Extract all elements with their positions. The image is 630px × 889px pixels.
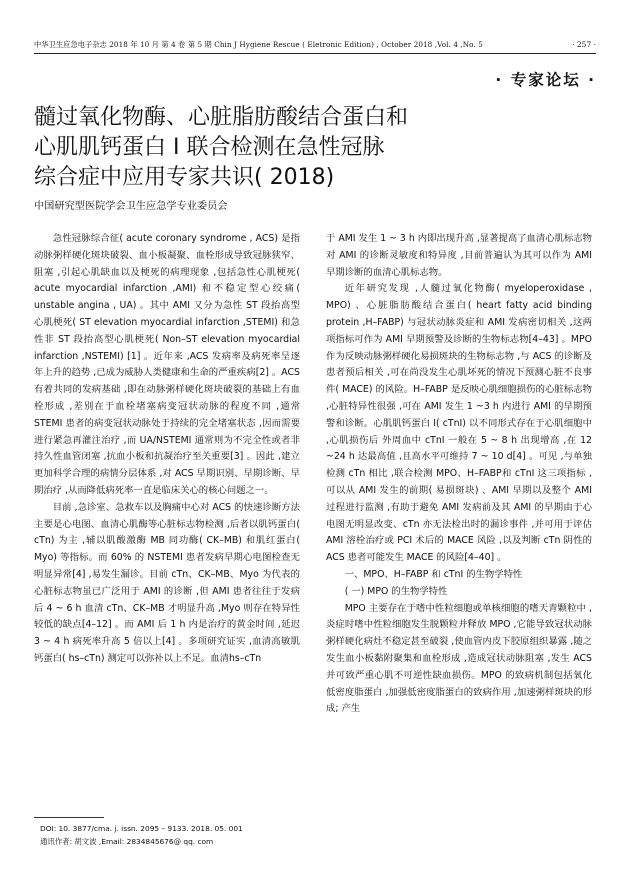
article-title <box>34 103 574 193</box>
journal-header: 中华卫生应急电子杂志 2018 年 10 月 第 4 卷 第 5 期 Chin J Hygiene Rescue ( Eletronic Edition) , October 2018 ,Vol. 4 ,No. 5 <box>34 40 483 49</box>
header-rule <box>34 53 596 54</box>
footnote-rule <box>34 817 104 818</box>
title-line: 综合症中应用专家共识( 2018) <box>34 165 335 190</box>
right-column <box>326 231 592 718</box>
title-line: 髓过氧化物酶、心脏脂肪酸结合蛋白和 <box>34 105 409 130</box>
page-number: · 257 · <box>572 40 596 49</box>
body-paragraph: 近年研究发现 ,人髓过氧化物酶( myeloperoxidase , MPO) 、心脏脂肪酸结合蛋白( heart fatty acid binding protein ,H–FABP) 与冠状动脉炎症和 AMI 发病密切相关 ,这两项指标可作为 AMI 早期预警及诊断的生物标志物[4–43] 。MPO 作为反映动脉粥样硬化易损斑块的生物标志物 ,与 ACS 的诊断及患者预后相关 ,可在尚没发生心肌坏死的情况下预测心脏不良事件( MACE) 的风险。H–FABP 是反映心肌细胞损伤的心脏标志物 ,心脏特异性很强 ,可在 AMI 发生 1 ~3 h 内进行 AMI 的早期预警和诊断。心肌肌钙蛋白 I( cTnI) 以不同形式存在于心肌细胞中 ,心肌损伤后 外周血中 cTnI 一般在 5 ~ 8 h 出现增高 ,在 12 ~24 h 达最高值 ,且高水平可维持 7 ~ 10 d[4] 。可见 ,与单独检测 cTn 相比 ,联合检测 MPO、H–FABP和 cTnI 这三项指标 ,可以从 AMI 发生的前期( 易损斑块) 、AMI 早期以及整个 AMI 过程进行监测 ,有助于避免 AMI 发病前及其 AMI 的早期由于心电图无明显改变、cTn 亦无法检出时的漏诊事件 ,并可用于评估 AMI 溶栓治疗或 PCI 术后的 MACE 风险 ,以及判断 cTn 阴性的 ACS 患者可能发生 MACE 的风险[4–40] 。 <box>326 283 592 564</box>
body-paragraph: 目前 ,急诊室、急救车以及胸痛中心对 ACS 的快速诊断方法主要是心电图、血清心肌酶等心脏标志物检测 ,后者以肌钙蛋白( cTn) 为主 ,辅以肌酸激酶 MB 同功酶( CK–MB) 和肌红蛋白( Myo) 等指标。而 60% 的 NSTEMI 患者发病早期心电图检查无明显异常[4] ,易发生漏诊。目前 cTn、CK–MB、Myo 为代表的心脏标志物虽已广泛用于 AMI 的诊断 ,但 AMI 患者往往于发病后 4 ~ 6 h 血清 cTn、CK–MB 才明显升高 ,Myo 则存在特异性较低的缺点[4–12] 。而 AMI 后 1 h 内是治疗的黄金时间 ,延迟 3 ~ 4 h 病死率升高 5 倍以上[4] 。多项研究证实 ,血清高敏肌钙蛋白( hs–cTn) 测定可以弥补以上不足。血清hs–cTn <box>34 501 300 664</box>
title-line: 心肌肌钙蛋白 I 联合检测在急性冠脉 <box>34 135 385 160</box>
author-footnote: 通讯作者: 胡文波 ,Email: 2834845676@ qq. com <box>40 837 214 846</box>
left-column <box>34 231 300 668</box>
section-tag: · 专家论坛 · <box>495 71 596 89</box>
doi-footnote: DOI: 10. 3877/cma. j. issn. 2095 – 9133. 2018. 05. 001 <box>40 824 243 833</box>
body-paragraph: MPO 主要存在于嗜中性粒细胞或单核细胞的嗜天青颗粒中 ,炎症时嗜中性粒细胞发生脱颗粒并释放 MPO ,它能导致冠状动脉粥样硬化病灶不稳定甚至破裂 ,使血管内皮下胶原组织暴露 ,随之发生血小板黏附聚集和血栓形成 ,造成冠状动脉阻塞 ,发生 ACS 并可致严重心肌不可逆性缺血损伤。MPO 的致病机制包括氧化低密度脂蛋白 ,加强低密度脂蛋白的致病作用 ,加速粥样斑块的形成; 产生 <box>326 602 592 715</box>
author-organization: 中国研究型医院学会卫生应急学专业委员会 <box>34 201 228 212</box>
body-paragraph: 急性冠脉综合征( acute coronary syndrome , ACS) 是指动脉粥样硬化斑块破裂、血小板凝聚、血栓形成导致冠脉狭窄、阻塞 ,引起心肌缺血以及梗死的病理现象 ,包括急性心肌梗死( acute myocardial infarction ,AMI) 和不稳定型心绞痛( unstable angina , UA) 。其中 AMI 又分为急性 ST 段抬高型心肌梗死( ST elevation myocardial infarction ,STEMI) 和急性非 ST 段抬高型心肌梗死( Non–ST elevation myocardial infarction ,NSTEMI) [1] 。近年来 ,ACS 发病率及病死率呈逐年上升的趋势 ,已成为威胁人类健康和生命的严重疾病[2] 。ACS 有着共同的发病基础 ,即在动脉粥样硬化斑块破裂的基础上有血栓形成 ,差别在于血栓堵塞病变冠状动脉的程度不同 ,通常 STEMI 患者的病变冠状动脉处于持续的完全堵塞状态 ,因而需要进行紧急再灌注治疗 ,而 UA/NSTEMI 通常则为不完全性或者非持久性血管闭塞 ,抗血小板和抗凝治疗至关重要[3] 。因此 ,建立更加科学合理的病情分层体系 ,对 ACS 早期识别、早期诊断、早期治疗 ,从而降低病死率一直是临床关心的核心问题之一。 <box>34 233 300 496</box>
subsection-heading: ( 一) MPO 的生物学特性 <box>344 585 448 597</box>
body-paragraph: 于 AMI 发生 1 ~ 3 h 内即出现升高 ,显著提高了血清心肌标志物对 AMI 的诊断灵敏度和特异度 ,目前普遍认为其可以作为 AMI 早期诊断的血清心肌标志物。 <box>326 233 592 278</box>
section-heading: 一、MPO、H–FABP 和 cTnI 的生物学特性 <box>344 568 523 580</box>
